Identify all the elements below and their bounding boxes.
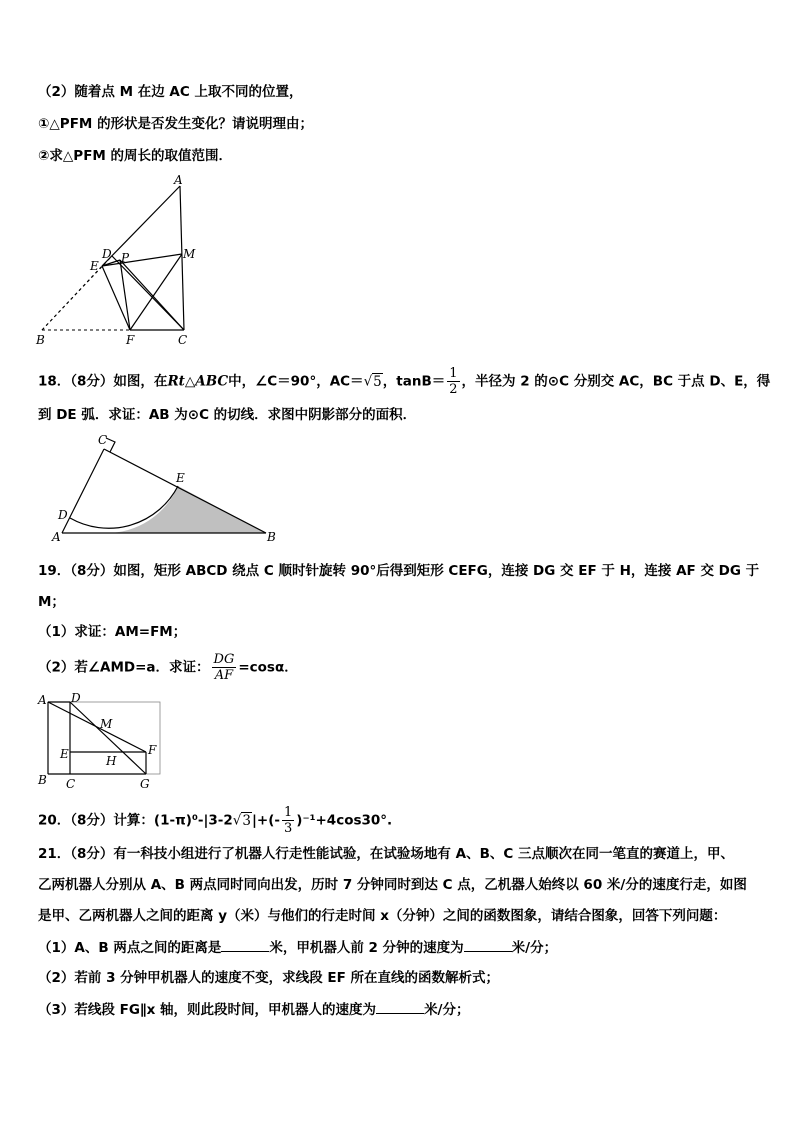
q19-label-h: H <box>106 754 117 768</box>
q19-label-f: F <box>148 743 157 757</box>
q21-part2: （2）若前 3 分钟甲机器人的速度不变，求线段 EF 所在直线的函数解析式； <box>38 970 500 986</box>
q19-part2-pre: （2）若∠AMD=a．求证： <box>38 659 210 676</box>
q19-label-c: C <box>66 777 76 791</box>
q18-fraction <box>447 366 459 397</box>
q18-line2: 到 DE 弧．求证：AB 为⊙C 的切线．求图中阴影部分的面积． <box>38 407 417 423</box>
q17-sub2: ②求△PFM 的周长的取值范围． <box>38 148 233 164</box>
q17-label-c: C <box>178 333 188 347</box>
q20-fraction <box>282 805 294 836</box>
q21-blank-speed[interactable] <box>464 937 512 952</box>
q21-part1 <box>38 937 557 958</box>
q19-part2-post: =cosα． <box>238 659 298 676</box>
q17-figure <box>30 172 210 352</box>
q18-label-c: C <box>98 433 108 447</box>
q19-label-g: G <box>140 777 150 791</box>
q18-label-a: A <box>52 530 61 544</box>
q17-label-e: E <box>90 259 99 273</box>
q21-line3: 是甲、乙两机器人之间的距离 y（米）与他们的行走时间 x（分钟）之间的函数图象，请结合图象，回答下列问题： <box>38 908 727 924</box>
q20-sqrt: √3 <box>232 812 251 829</box>
q18-label-e: E <box>176 471 185 485</box>
q18-sqrt: √5 <box>363 373 382 390</box>
q20-mid: |+(- <box>251 812 280 829</box>
q18-line1 <box>38 366 770 397</box>
q17-label-b: B <box>36 333 45 347</box>
q20-frac-num: 1 <box>284 805 293 820</box>
q19-label-d: D <box>71 691 81 705</box>
q21-line1: 21．（8分）有一科技小组进行了机器人行走性能试验，在试验场地有 A、B、C 三点顺次在同一笔直的赛道上，甲、 <box>38 846 734 862</box>
q19-frac-num: DG <box>213 652 235 667</box>
q20-post: )⁻¹+4cos30°. <box>296 812 393 829</box>
q17-part2: （2）随着点 M 在边 AC 上取不同的位置， <box>38 84 303 100</box>
q20-sqrt-val: 3 <box>242 812 251 829</box>
q19-label-a: A <box>38 693 47 707</box>
q18-label-b: B <box>267 530 276 544</box>
q17-label-p: P <box>121 251 130 265</box>
q17-label-f: F <box>126 333 135 347</box>
q19-frac-den: AF <box>214 668 234 683</box>
q18-num: 18．（8分）如图，在 <box>38 373 168 390</box>
q19-figure <box>34 690 164 792</box>
q19-line1: 19．（8分）如图，矩形 ABCD 绕点 C 顺时针旋转 90°后得到矩形 CEFG，连接 DG 交 EF 于 H，连接 AF 交 DG 于 <box>38 563 760 579</box>
q21-blank-fg-speed[interactable] <box>376 999 424 1014</box>
q19-label-e: E <box>60 747 69 761</box>
q20-pre: 20．（8分）计算：(1-π)⁰-|3-2 <box>38 812 233 829</box>
q18-mid1: 中，∠C＝90°，AC＝ <box>228 373 364 390</box>
q19-label-b: B <box>38 773 47 787</box>
q19-label-m: M <box>100 717 113 731</box>
q18-shaded-region <box>106 486 266 533</box>
q17-label-a: A <box>174 173 183 187</box>
q19-part1: （1）求证：AM=FM； <box>38 624 187 640</box>
q19-part2 <box>38 652 298 683</box>
q17-sub1: ①△PFM 的形状是否发生变化？请说明理由； <box>38 116 314 132</box>
q18-rt: Rt△ABC <box>167 373 229 390</box>
q21-part3-b: 米/分； <box>424 1002 470 1018</box>
q19-line2: M； <box>38 594 65 610</box>
q21-blank-distance[interactable] <box>221 937 269 952</box>
q18-mid3: ，半径为 2 的⊙C 分别交 AC，BC 于点 D、E，得 <box>461 373 771 390</box>
q21-part3 <box>38 999 470 1020</box>
q19-fraction <box>212 652 237 683</box>
q21-line2: 乙两机器人分别从 A、B 两点同时同向出发，历时 7 分钟同时到达 C 点，乙机器人始终以 60 米/分的速度行走，如图 <box>38 877 747 893</box>
q18-figure <box>48 432 288 544</box>
q20-line <box>38 805 392 836</box>
q20-frac-den: 3 <box>284 821 293 836</box>
q18-mid2: ，tanB＝ <box>382 373 446 390</box>
q17-label-d: D <box>102 247 112 261</box>
q21-part3-a: （3）若线段 FG∥x 轴，则此段时间，甲机器人的速度为 <box>38 1002 377 1018</box>
q21-part1-b: 米，甲机器人前 2 分钟的速度为 <box>269 940 464 956</box>
q18-frac-num: 1 <box>449 366 458 381</box>
q18-label-d: D <box>58 508 68 522</box>
q18-sqrt-val: 5 <box>373 373 382 390</box>
q21-part1-c: 米/分； <box>511 940 558 956</box>
q17-label-m: M <box>183 247 196 261</box>
q18-frac-den: 2 <box>449 382 458 397</box>
q21-part1-a: （1）A、B 两点之间的距离是 <box>38 940 222 956</box>
